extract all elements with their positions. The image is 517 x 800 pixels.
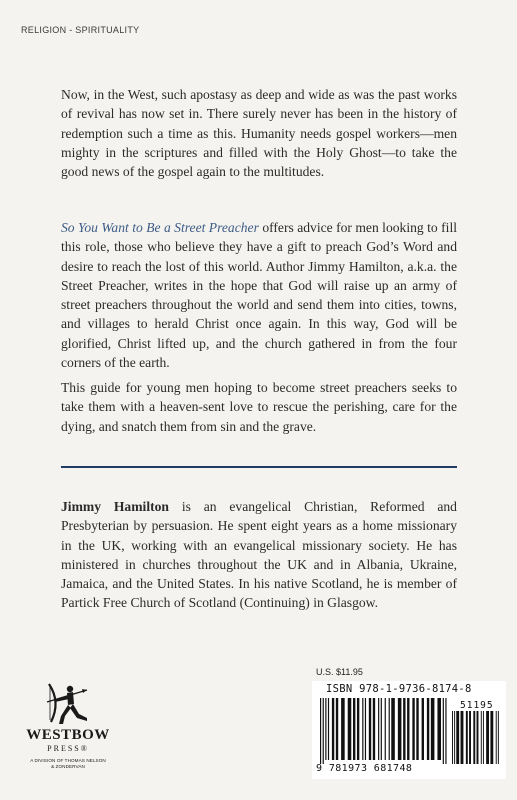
category-label: RELIGION - SPIRITUALITY bbox=[21, 25, 140, 35]
archer-icon bbox=[43, 680, 93, 726]
barcode-bar bbox=[454, 711, 455, 764]
barcode-bar bbox=[357, 698, 359, 760]
barcode-bar bbox=[328, 698, 329, 760]
publisher-subname: PRESS® bbox=[47, 744, 89, 753]
isbn-label: ISBN 978-1-9736-8174-8 bbox=[326, 683, 472, 695]
barcode-bar bbox=[483, 711, 484, 764]
barcode-bar bbox=[490, 711, 493, 764]
barcode-bar bbox=[481, 711, 482, 764]
barcode-bar bbox=[332, 698, 334, 760]
barcode-bar bbox=[381, 698, 382, 760]
author-bio bbox=[61, 497, 457, 613]
barcode-bar bbox=[416, 698, 418, 760]
barcode-bar bbox=[378, 698, 379, 760]
barcode-bar bbox=[466, 711, 468, 764]
barcode-bar bbox=[365, 698, 366, 760]
author-name: Jimmy Hamilton bbox=[61, 499, 169, 514]
barcode-bar bbox=[403, 698, 405, 760]
publisher-division bbox=[23, 758, 113, 769]
barcode-bar bbox=[437, 698, 441, 760]
barcode-bar bbox=[496, 711, 497, 764]
addon-number: 51195 bbox=[460, 700, 494, 711]
barcode-bar bbox=[431, 698, 435, 760]
price-label: U.S. $11.95 bbox=[316, 667, 363, 677]
barcode-bar bbox=[407, 698, 409, 760]
barcode-bar bbox=[320, 698, 321, 764]
barcode-bar bbox=[452, 711, 453, 764]
barcode-bar bbox=[427, 698, 429, 760]
barcode-bar bbox=[443, 698, 444, 764]
publisher-name: WESTBOW bbox=[26, 727, 110, 743]
barcode-bar bbox=[412, 698, 414, 760]
barcode-panel bbox=[312, 681, 506, 779]
barcode-bar bbox=[362, 698, 363, 760]
barcode-bar bbox=[341, 698, 345, 760]
ean-barcode bbox=[320, 698, 448, 768]
barcode-bar bbox=[498, 711, 499, 764]
barcode-bar bbox=[456, 711, 459, 764]
description-paragraph-1: Now, in the West, such apostasy as deep and wide as was the past works of revival has now set in. There surely never has been in the history of redemption such a time as this. Humanity needs gospel workers—men mighty in the scriptures and filled with the Holy Ghost—to take the good news of the gospel again to the multitudes. bbox=[61, 87, 457, 180]
barcode-bar bbox=[445, 698, 446, 764]
barcode-bar bbox=[398, 698, 402, 760]
barcode-bar bbox=[348, 698, 352, 760]
division-line-2: & ZONDERVAN bbox=[51, 763, 85, 769]
barcode-bar bbox=[469, 711, 471, 764]
ean-number: 9 781973 681748 bbox=[316, 763, 413, 774]
addon-barcode bbox=[452, 711, 500, 768]
barcode-bar bbox=[325, 698, 326, 760]
barcode-bar bbox=[385, 698, 386, 760]
barcode-bar bbox=[369, 698, 371, 760]
barcode-bar bbox=[477, 711, 479, 764]
description-paragraph-3: This guide for young men hoping to become street preachers seeks to take them with a heaven-sent love to rescue the perishing, care for the dying, and snatch them from sin and the grave. bbox=[61, 380, 457, 434]
book-title: So You Want to Be a Street Preacher bbox=[61, 220, 259, 235]
barcode-bar bbox=[336, 698, 338, 760]
description-paragraph-2 bbox=[61, 218, 457, 372]
barcode-bar bbox=[373, 698, 375, 760]
description-paragraph-2-body: offers advice for men looking to fill this role, those who believe they have a gift to preach God’s Word and desire to reach the lost of this world. Author Jimmy Hamilton, a.k.a. the Street Preacher, writes in the hope that God will raise up an army of street preachers throughout the world and send them into cities, towns, and villages to herald Christ once again. In this way, God will be glorified, Christ lifted up, and the church gathered in from the four corners of the earth. bbox=[61, 220, 457, 371]
barcode-bar bbox=[323, 698, 324, 764]
barcode-bar bbox=[389, 698, 390, 760]
division-line-1: A DIVISION OF THOMAS NELSON bbox=[30, 758, 106, 763]
barcode-bar bbox=[486, 711, 489, 764]
author-bio-text: is an evangelical Christian, Reformed and Presbyterian by persuasion. He spent eight years as a home missionary in the UK, working with an evangelical missionary society. He has ministered in churches throughout the UK and in Albania, Ukraine, Jamaica, and the United States. In his native Scotland, he is member of Partick Free Church of Scotland (Continuing) in Glasgow. bbox=[61, 499, 457, 611]
barcode-bar bbox=[473, 711, 475, 764]
barcode-bar bbox=[461, 711, 464, 764]
section-divider bbox=[61, 466, 457, 468]
barcode-bar bbox=[422, 698, 424, 760]
barcode-bar bbox=[353, 698, 355, 760]
barcode-bar bbox=[391, 698, 395, 760]
